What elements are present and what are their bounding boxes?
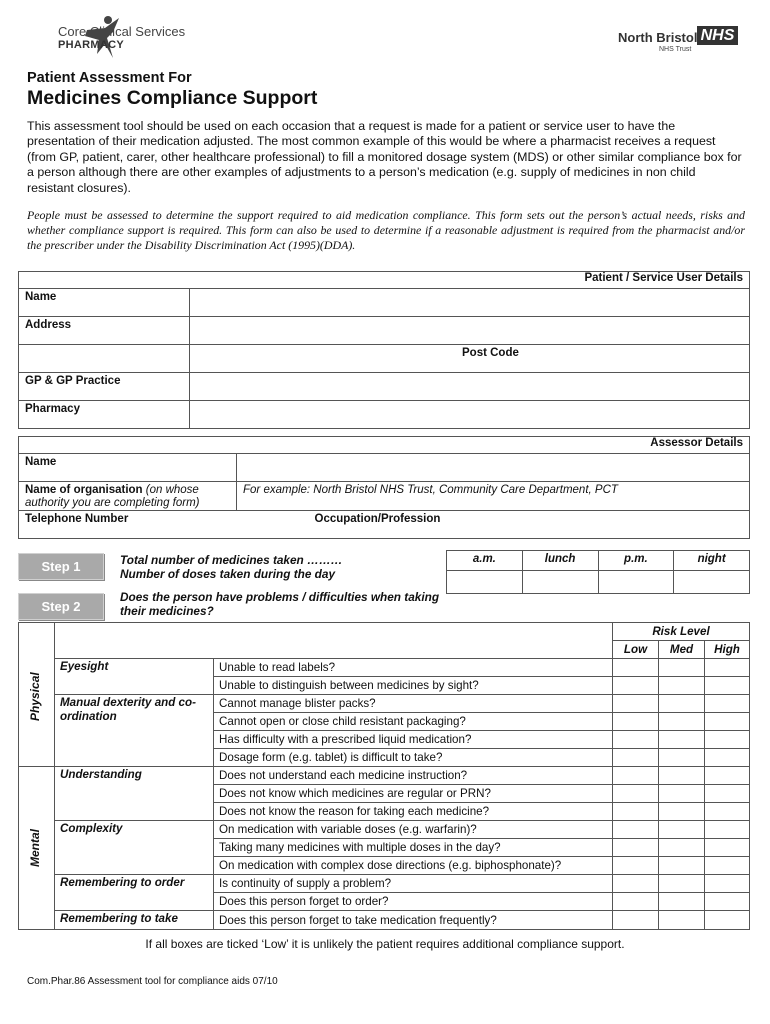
trust-name: North Bristol	[618, 30, 698, 45]
gp-label: GP & GP Practice	[19, 373, 190, 401]
step1-badge: Step 1	[18, 553, 104, 580]
patient-details-heading: Patient / Service User Details	[19, 272, 750, 289]
occupation-field[interactable]	[237, 511, 750, 539]
risk-med-box[interactable]	[659, 713, 705, 731]
eyesight-category: Eyesight	[55, 659, 214, 695]
org-name-line2: PHARMACY	[58, 39, 124, 51]
remember-take-category: Remembering to take	[55, 911, 214, 930]
complexity-category: Complexity	[55, 821, 214, 875]
page-subtitle: Patient Assessment For	[27, 70, 192, 86]
nhs-logo: NHS	[697, 26, 738, 45]
risk-low-box[interactable]	[613, 677, 659, 695]
question: On medication with variable doses (e.g. warfarin)?	[214, 821, 613, 839]
step1-text	[120, 553, 342, 581]
risk-low-box[interactable]	[613, 767, 659, 785]
patient-name-label: Name	[19, 289, 190, 317]
question: Cannot open or close child resistant packaging?	[214, 713, 613, 731]
risk-low-box[interactable]	[613, 803, 659, 821]
risk-low-box[interactable]	[613, 731, 659, 749]
dose-night-field[interactable]	[674, 571, 750, 594]
trust-suffix: NHS Trust	[659, 46, 692, 53]
risk-high-box[interactable]	[705, 731, 750, 749]
page-title: Medicines Compliance Support	[27, 87, 318, 109]
risk-med-box[interactable]	[659, 875, 705, 893]
step1-line1: Total number of medicines taken ………	[120, 553, 343, 567]
question: Does this person forget to order?	[214, 893, 613, 911]
risk-med-box[interactable]	[659, 695, 705, 713]
dose-times-table	[446, 550, 750, 594]
occupation-label: Occupation/Profession	[314, 513, 441, 525]
risk-table	[18, 622, 750, 930]
question: Taking many medicines with multiple doses in the day?	[214, 839, 613, 857]
risk-high-box[interactable]	[705, 911, 750, 930]
question: Unable to distinguish between medicines by sight?	[214, 677, 613, 695]
risk-high-box[interactable]	[705, 659, 750, 677]
question: Is continuity of supply a problem?	[214, 875, 613, 893]
question: Dosage form (e.g. tablet) is difficult to take?	[214, 749, 613, 767]
step2-badge: Step 2	[18, 593, 104, 620]
risk-level-heading: Risk Level	[613, 623, 750, 641]
risk-low-box[interactable]	[613, 785, 659, 803]
dose-am-label: a.m.	[447, 551, 523, 571]
risk-med-box[interactable]	[659, 893, 705, 911]
risk-med-label: Med	[659, 641, 705, 659]
intro-paragraph: This assessment tool should be used on each occasion that a request is made for a patient or service user to have the presentation of their medication adjusted. The most common example of this would be where a pharmacist receives a request (from GP, patient, carer, other healthcare professional) to fill a monitored dosage system (MDS) or other similar compliance box for a person although there are other examples of adjustments to a person’s medication (e.g. supply of medicines in non child resistant closures).	[27, 119, 742, 195]
organisation-label: Name of organisation (on whose authority you are completing form)	[19, 482, 237, 511]
organisation-example: For example: North Bristol NHS Trust, Community Care Department, PCT	[243, 484, 618, 496]
risk-med-box[interactable]	[659, 749, 705, 767]
patient-details-table	[18, 271, 750, 429]
risk-med-box[interactable]	[659, 821, 705, 839]
risk-med-box[interactable]	[659, 731, 705, 749]
risk-low-box[interactable]	[613, 659, 659, 677]
risk-high-box[interactable]	[705, 695, 750, 713]
question: Cannot manage blister packs?	[214, 695, 613, 713]
risk-med-box[interactable]	[659, 839, 705, 857]
assessor-name-field[interactable]	[237, 454, 750, 482]
risk-med-box[interactable]	[659, 767, 705, 785]
risk-high-box[interactable]	[705, 677, 750, 695]
risk-high-box[interactable]	[705, 893, 750, 911]
question: Does not know which medicines are regular or PRN?	[214, 785, 613, 803]
question: Unable to read labels?	[214, 659, 613, 677]
telephone-label: Telephone Number	[19, 511, 237, 539]
org-name-line1: Core Clinical Services	[58, 24, 186, 39]
address-label-cont	[19, 345, 190, 373]
pharmacy-field[interactable]	[190, 401, 750, 429]
mental-section-label: Mental	[28, 828, 42, 867]
risk-high-box[interactable]	[705, 713, 750, 731]
question: Does not understand each medicine instruction?	[214, 767, 613, 785]
assessor-details-table	[18, 436, 750, 539]
risk-high-box[interactable]	[705, 785, 750, 803]
address-field[interactable]	[190, 317, 750, 345]
question: On medication with complex dose directions (e.g. biphosphonate)?	[214, 857, 613, 875]
assessor-details-heading: Assessor Details	[19, 437, 750, 454]
risk-corner	[19, 623, 55, 659]
dose-lunch-field[interactable]	[522, 571, 598, 594]
risk-med-box[interactable]	[659, 911, 705, 930]
postcode-field[interactable]	[190, 345, 750, 373]
step2-question: Does the person have problems / difficulties when taking their medicines?	[120, 590, 440, 618]
question: Does this person forget to take medication frequently?	[214, 911, 613, 930]
risk-low-box[interactable]	[613, 695, 659, 713]
risk-high-box[interactable]	[705, 767, 750, 785]
question: Does not know the reason for taking each medicine?	[214, 803, 613, 821]
risk-low-box[interactable]	[613, 893, 659, 911]
physical-section-cell	[19, 659, 55, 767]
risk-high-box[interactable]	[705, 839, 750, 857]
risk-low-box[interactable]	[613, 713, 659, 731]
organisation-field[interactable]	[237, 482, 750, 511]
risk-med-box[interactable]	[659, 677, 705, 695]
risk-high-box[interactable]	[705, 803, 750, 821]
risk-low-box[interactable]	[613, 839, 659, 857]
dose-pm-field[interactable]	[598, 571, 674, 594]
risk-high-box[interactable]	[705, 749, 750, 767]
risk-high-box[interactable]	[705, 821, 750, 839]
physical-section-label: Physical	[28, 671, 42, 721]
patient-name-field[interactable]	[190, 289, 750, 317]
gp-field[interactable]	[190, 373, 750, 401]
risk-med-box[interactable]	[659, 785, 705, 803]
risk-low-box[interactable]	[613, 821, 659, 839]
footer-note: If all boxes are ticked ‘Low’ it is unlikely the patient requires additional compliance support.	[145, 937, 625, 951]
dose-night-label: night	[674, 551, 750, 571]
risk-high-label: High	[705, 641, 750, 659]
risk-low-label: Low	[613, 641, 659, 659]
form-code: Com.Phar.86 Assessment tool for compliance aids 07/10	[27, 976, 278, 987]
step1-line2: Number of doses taken during the day	[120, 567, 335, 581]
mental-section-cell	[19, 767, 55, 930]
dexterity-category: Manual dexterity and co-ordination	[55, 695, 214, 767]
postcode-label: Post Code	[462, 347, 519, 359]
risk-low-box[interactable]	[613, 875, 659, 893]
risk-med-box[interactable]	[659, 857, 705, 875]
risk-low-box[interactable]	[613, 857, 659, 875]
risk-high-box[interactable]	[705, 875, 750, 893]
dose-am-field[interactable]	[447, 571, 523, 594]
address-label: Address	[19, 317, 190, 345]
risk-header-blank	[55, 623, 613, 659]
risk-low-box[interactable]	[613, 749, 659, 767]
assessor-name-label: Name	[19, 454, 237, 482]
italic-note: People must be assessed to determine the support required to aid medication compliance. This form sets out the person’s actual needs, risks and whether compliance support is required. This form can also be used to determine if a reasonable adjustment is required from the pharmacist and/or the prescriber under the Disability Discrimination Act (1995)(DDA).	[27, 208, 745, 253]
pharmacy-label: Pharmacy	[19, 401, 190, 429]
dose-pm-label: p.m.	[598, 551, 674, 571]
question: Has difficulty with a prescribed liquid medication?	[214, 731, 613, 749]
risk-high-box[interactable]	[705, 857, 750, 875]
risk-med-box[interactable]	[659, 803, 705, 821]
understanding-category: Understanding	[55, 767, 214, 821]
remember-order-category: Remembering to order	[55, 875, 214, 911]
dose-lunch-label: lunch	[522, 551, 598, 571]
risk-low-box[interactable]	[613, 911, 659, 930]
risk-med-box[interactable]	[659, 659, 705, 677]
